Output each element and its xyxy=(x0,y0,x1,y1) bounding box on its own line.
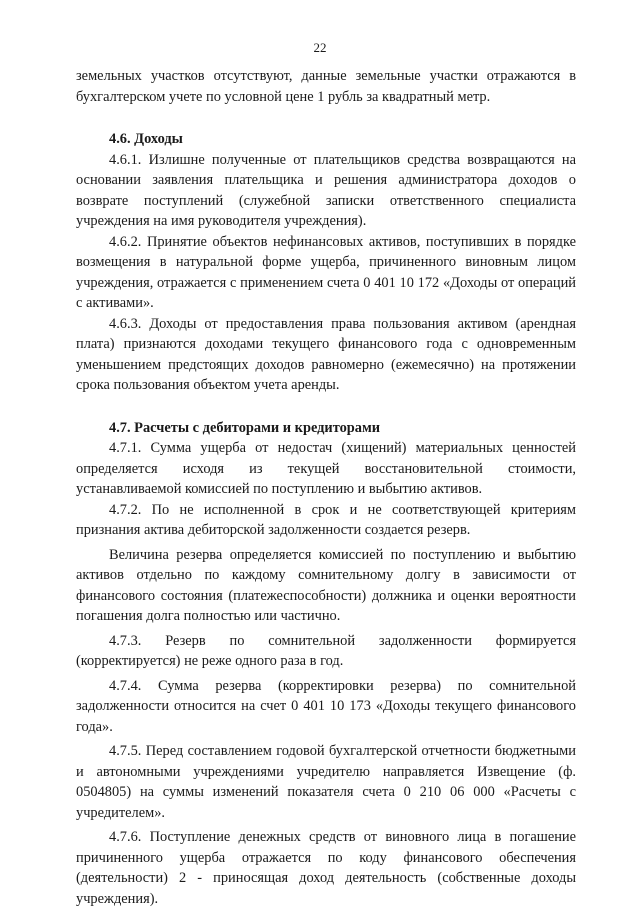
section-heading-4-7: 4.7. Расчеты с дебиторами и кредиторами xyxy=(109,419,381,436)
paragraph-4-7-1: 4.7.1. Сумма ущерба от недостач (хищений) материальных ценностей определяется исходя из текущей восстановительной стоимости, устанавливаемой комиссией по поступлению и выбытию активов. xyxy=(76,440,576,497)
paragraph-4-7-4: 4.7.4. Сумма резерва (корректировки резерва) по сомнительной задолженности относится на счет 0 401 10 173 «Доходы текущего финансового года». xyxy=(76,677,576,735)
document-body xyxy=(76,66,576,909)
paragraph-4-7-2: 4.7.2. По не исполненной в срок и не соответствующей критериям признания актива дебиторской задолженности создается резерв. xyxy=(76,501,576,538)
intro-paragraph: земельных участков отсутствуют, данные земельные участки отражаются в бухгалтерском учете по условной цене 1 рубль за квадратный метр. xyxy=(76,68,576,105)
paragraph-4-7-6: 4.7.6. Поступление денежных средств от виновного лица в погашение причиненного ущерба отражается по коду финансового обеспечения (деятельности) 2 - приносящая доход деятельность (собственные доходы учреждения). xyxy=(76,829,576,907)
paragraph-4-7-3: 4.7.3. Резерв по сомнительной задолженности формируется (корректируется) не реже одного раза в год. xyxy=(76,632,576,669)
paragraph-reserve-amount: Величина резерва определяется комиссией по поступлению и выбытию активов отдельно по каждому сомнительному долгу в зависимости от финансового состояния (платежеспособности) должника и оценки вероятности погашения долга полностью или частично. xyxy=(76,546,576,624)
paragraph-4-6-2: 4.6.2. Принятие объектов нефинансовых активов, поступивших в порядке возмещения в натуральной форме ущерба, причиненного виновным лицом учреждения, отражается с применением счета 0 401 10 172 «Доходы от операций с активами». xyxy=(76,233,576,311)
paragraph-4-6-3: 4.6.3. Доходы от предоставления права пользования активом (арендная плата) признаются доходами текущего финансового года с одновременным уменьшением предстоящих доходов равномерно (ежемесячно) на протяжении срока пользования объектом учета аренды. xyxy=(76,315,576,393)
paragraph-4-7-5: 4.7.5. Перед составлением годовой бухгалтерской отчетности бюджетными и автономными учреждениями учредителю направляется Извещение (ф. 0504805) на суммы изменений показателя счета 0 210 06 000 «Расчеты с учредителем». xyxy=(76,743,576,821)
page-number: 22 xyxy=(313,40,327,55)
section-heading-4-6: 4.6. Доходы xyxy=(109,131,183,147)
paragraph-4-6-1: 4.6.1. Излишне полученные от плательщиков средства возвращаются на основании заявления плательщика и решения администратора доходов о возврате поступлений (служебной записки ответственного специалиста учреждения на имя руководителя учреждения). xyxy=(76,151,576,229)
